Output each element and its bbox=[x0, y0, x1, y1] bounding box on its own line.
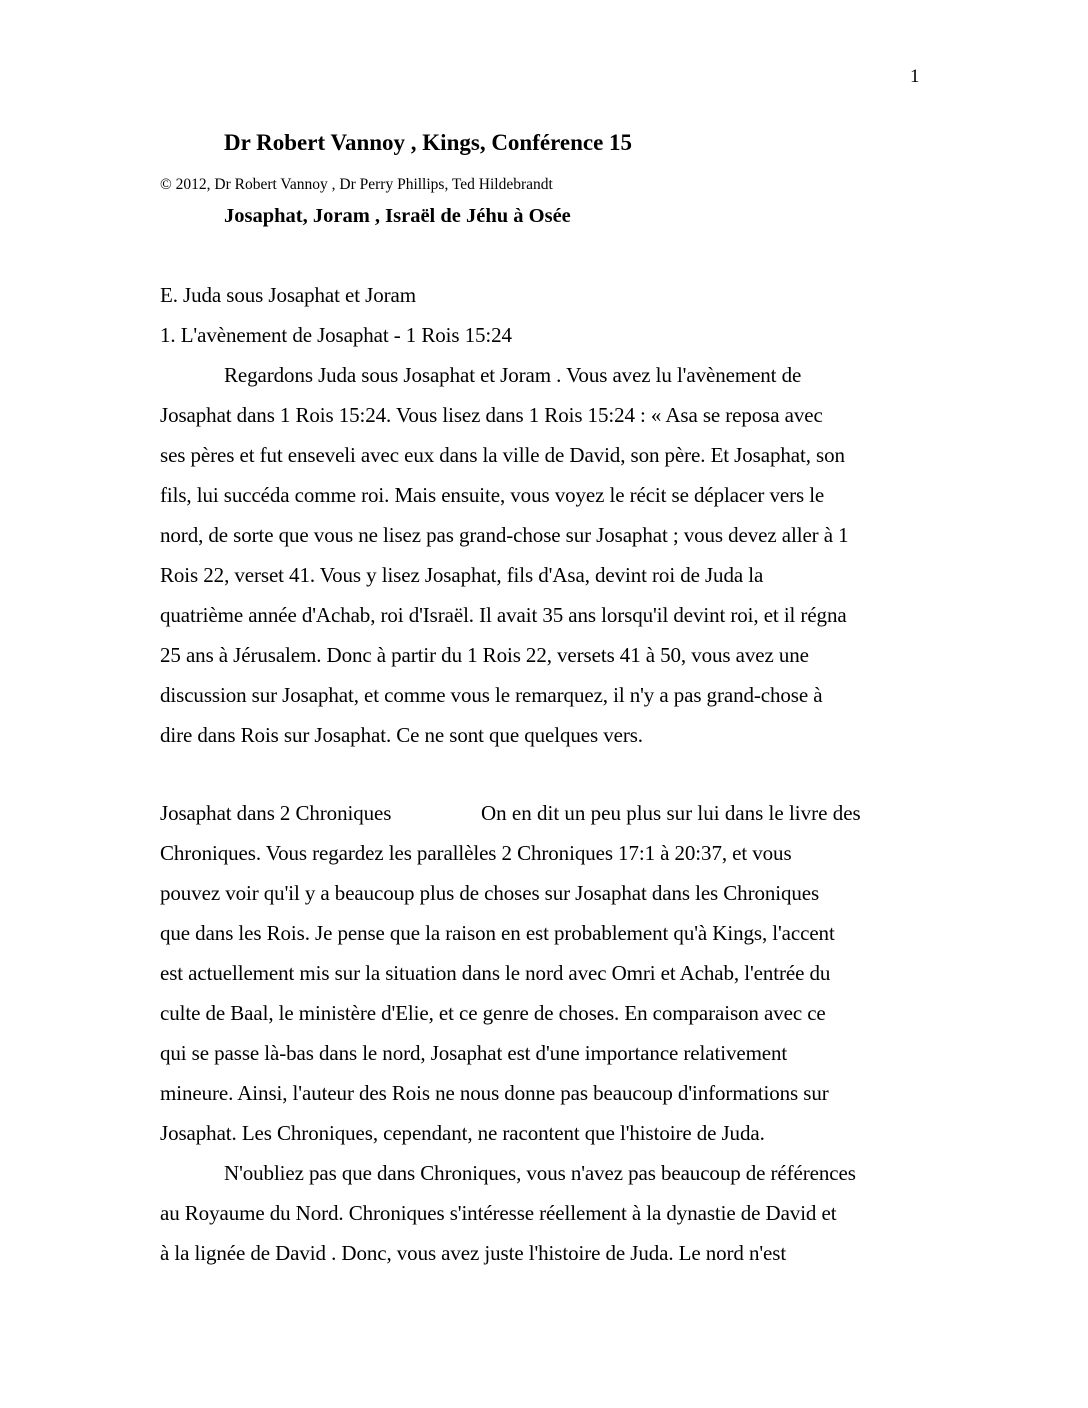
paragraph-line: nord, de sorte que vous ne lisez pas grand-chose sur Josaphat ; vous devez aller à 1 bbox=[160, 523, 849, 547]
paragraph-line: qui se passe là-bas dans le nord, Josaphat est d'une importance relativement bbox=[160, 1041, 788, 1065]
paragraph-label: Josaphat dans 2 Chroniques bbox=[160, 801, 392, 825]
paragraph-line: ses pères et fut enseveli avec eux dans la ville de David, son père. Et Josaphat, son bbox=[160, 443, 845, 467]
paragraph-line: dire dans Rois sur Josaphat. Ce ne sont que quelques vers. bbox=[160, 723, 643, 747]
section-subheading: 1. L'avènement de Josaphat - 1 Rois 15:24 bbox=[160, 323, 512, 347]
paragraph-line: Chroniques. Vous regardez les parallèles 2 Chroniques 17:1 à 20:37, et vous bbox=[160, 841, 792, 865]
paragraph-line: discussion sur Josaphat, et comme vous le remarquez, il n'y a pas grand-chose à bbox=[160, 683, 823, 707]
paragraph-line: culte de Baal, le ministère d'Elie, et ce genre de choses. En comparaison avec ce bbox=[160, 1001, 826, 1025]
paragraph-line: Josaphat dans 1 Rois 15:24. Vous lisez dans 1 Rois 15:24 : « Asa se reposa avec bbox=[160, 403, 823, 427]
paragraph-line: fils, lui succéda comme roi. Mais ensuite, vous voyez le récit se déplacer vers le bbox=[160, 483, 825, 507]
paragraph-line: N'oubliez pas que dans Chroniques, vous n'avez pas beaucoup de références bbox=[224, 1161, 856, 1185]
paragraph-line: est actuellement mis sur la situation dans le nord avec Omri et Achab, l'entrée du bbox=[160, 961, 831, 985]
paragraph-line: mineure. Ainsi, l'auteur des Rois ne nous donne pas beaucoup d'informations sur bbox=[160, 1081, 829, 1105]
paragraph-line: pouvez voir qu'il y a beaucoup plus de choses sur Josaphat dans les Chroniques bbox=[160, 881, 820, 905]
lecture-subtitle: Josaphat, Joram , Israël de Jéhu à Osée bbox=[224, 205, 571, 227]
lecture-title: Dr Robert Vannoy , Kings, Conférence 15 bbox=[224, 130, 633, 155]
paragraph-line: Josaphat. Les Chroniques, cependant, ne racontent que l'histoire de Juda. bbox=[160, 1121, 765, 1145]
copyright-line: © 2012, Dr Robert Vannoy , Dr Perry Phillips, Ted Hildebrandt bbox=[160, 176, 553, 193]
paragraph-line: On en dit un peu plus sur lui dans le livre des bbox=[481, 801, 861, 825]
paragraph-line: à la lignée de David . Donc, vous avez juste l'histoire de Juda. Le nord n'est bbox=[160, 1241, 787, 1265]
paragraph-line: Rois 22, verset 41. Vous y lisez Josaphat, fils d'Asa, devint roi de Juda la bbox=[160, 563, 764, 587]
paragraph-line: que dans les Rois. Je pense que la raison en est probablement qu'à Kings, l'accent bbox=[160, 921, 835, 945]
paragraph-line: Regardons Juda sous Josaphat et Joram . Vous avez lu l'avènement de bbox=[224, 363, 802, 387]
page-number: 1 bbox=[910, 66, 920, 87]
paragraph-line: au Royaume du Nord. Chroniques s'intéresse réellement à la dynastie de David et bbox=[160, 1201, 837, 1225]
paragraph-line: quatrième année d'Achab, roi d'Israël. Il avait 35 ans lorsqu'il devint roi, et il régna bbox=[160, 603, 847, 627]
paragraph-line: 25 ans à Jérusalem. Donc à partir du 1 Rois 22, versets 41 à 50, vous avez une bbox=[160, 643, 809, 667]
section-heading: E. Juda sous Josaphat et Joram bbox=[160, 283, 416, 307]
